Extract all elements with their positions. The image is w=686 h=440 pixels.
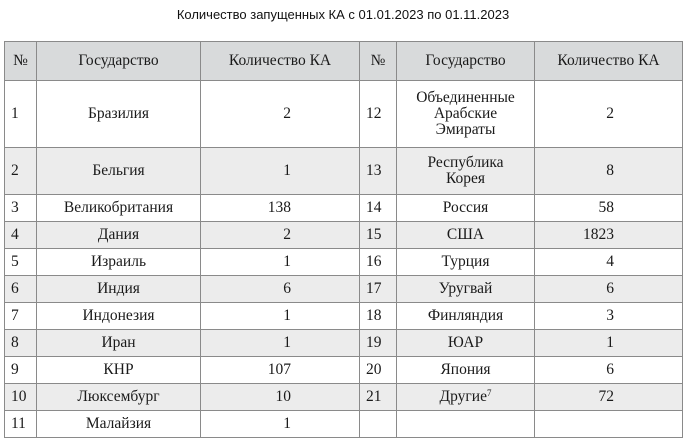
country-name: Дания: [37, 222, 201, 249]
satellite-count: 8: [535, 148, 683, 195]
header-num-right: №: [360, 42, 397, 81]
header-row: [5, 42, 683, 81]
satellite-count: 1: [201, 411, 360, 438]
header-country-right: Государство: [397, 42, 535, 81]
satellite-count: 2: [535, 81, 683, 148]
country-name: Израиль: [37, 249, 201, 276]
country-name: Малайзия: [37, 411, 201, 438]
table-row: [5, 148, 683, 195]
footnote-marker: 7: [486, 388, 492, 398]
row-number: 1: [5, 81, 37, 148]
satellite-launch-table: [4, 41, 683, 438]
table-row: [5, 276, 683, 303]
row-number: 13: [360, 148, 397, 195]
satellite-count: 1: [201, 148, 360, 195]
row-number: 16: [360, 249, 397, 276]
satellite-count: 1: [201, 303, 360, 330]
satellite-count: [535, 411, 683, 438]
header-count-left: Количество КА: [201, 42, 360, 81]
satellite-count: 1: [201, 330, 360, 357]
table-row: [5, 303, 683, 330]
satellite-count: 3: [535, 303, 683, 330]
country-name: Уругвай: [397, 276, 535, 303]
satellite-count: 2: [201, 222, 360, 249]
satellite-count: 1: [201, 249, 360, 276]
country-name: Россия: [397, 195, 535, 222]
row-number: 7: [5, 303, 37, 330]
satellite-count: 58: [535, 195, 683, 222]
satellite-count: 6: [535, 276, 683, 303]
country-name: Иран: [37, 330, 201, 357]
table-row: [5, 195, 683, 222]
header-num-left: №: [5, 42, 37, 81]
header-country-left: Государство: [37, 42, 201, 81]
row-number: 18: [360, 303, 397, 330]
satellite-count: 1: [535, 330, 683, 357]
row-number: 19: [360, 330, 397, 357]
country-name: Индия: [37, 276, 201, 303]
row-number: 11: [5, 411, 37, 438]
country-name: Республика Корея: [397, 148, 535, 195]
country-name: КНР: [37, 357, 201, 384]
row-number: 2: [5, 148, 37, 195]
satellite-count: 107: [201, 357, 360, 384]
row-number: 4: [5, 222, 37, 249]
satellite-count: 6: [201, 276, 360, 303]
other-label: Другие: [439, 388, 487, 405]
row-number: 15: [360, 222, 397, 249]
country-name: Бразилия: [37, 81, 201, 148]
country-name: Бельгия: [37, 148, 201, 195]
country-name: Люксембург: [37, 384, 201, 411]
country-name: [397, 384, 535, 411]
satellite-count: 2: [201, 81, 360, 148]
country-name: Финляндия: [397, 303, 535, 330]
table-row: [5, 330, 683, 357]
table-row: [5, 249, 683, 276]
table-row: [5, 357, 683, 384]
country-name: Великобритания: [37, 195, 201, 222]
row-number: 5: [5, 249, 37, 276]
table-row: [5, 222, 683, 249]
satellite-count: 6: [535, 357, 683, 384]
row-number: 10: [5, 384, 37, 411]
satellite-count: 4: [535, 249, 683, 276]
country-name: США: [397, 222, 535, 249]
satellite-count: 10: [201, 384, 360, 411]
row-number: 9: [5, 357, 37, 384]
row-number: 20: [360, 357, 397, 384]
row-number: 3: [5, 195, 37, 222]
row-number: 6: [5, 276, 37, 303]
row-number: 14: [360, 195, 397, 222]
row-number: 12: [360, 81, 397, 148]
country-name: [397, 411, 535, 438]
satellite-count: 1823: [535, 222, 683, 249]
satellite-count: 138: [201, 195, 360, 222]
country-name: Турция: [397, 249, 535, 276]
header-count-right: Количество КА: [535, 42, 683, 81]
country-name: Япония: [397, 357, 535, 384]
table-caption: Количество запущенных КА с 01.01.2023 по 01.11.2023: [176, 7, 510, 22]
table-row: [5, 81, 683, 148]
row-number: 8: [5, 330, 37, 357]
row-number: 21: [360, 384, 397, 411]
table-row: [5, 384, 683, 411]
row-number: 17: [360, 276, 397, 303]
satellite-count: 72: [535, 384, 683, 411]
table-row: [5, 411, 683, 438]
country-name: ЮАР: [397, 330, 535, 357]
row-number: [360, 411, 397, 438]
country-name: Индонезия: [37, 303, 201, 330]
country-name: Объединенные Арабские Эмираты: [397, 81, 535, 148]
